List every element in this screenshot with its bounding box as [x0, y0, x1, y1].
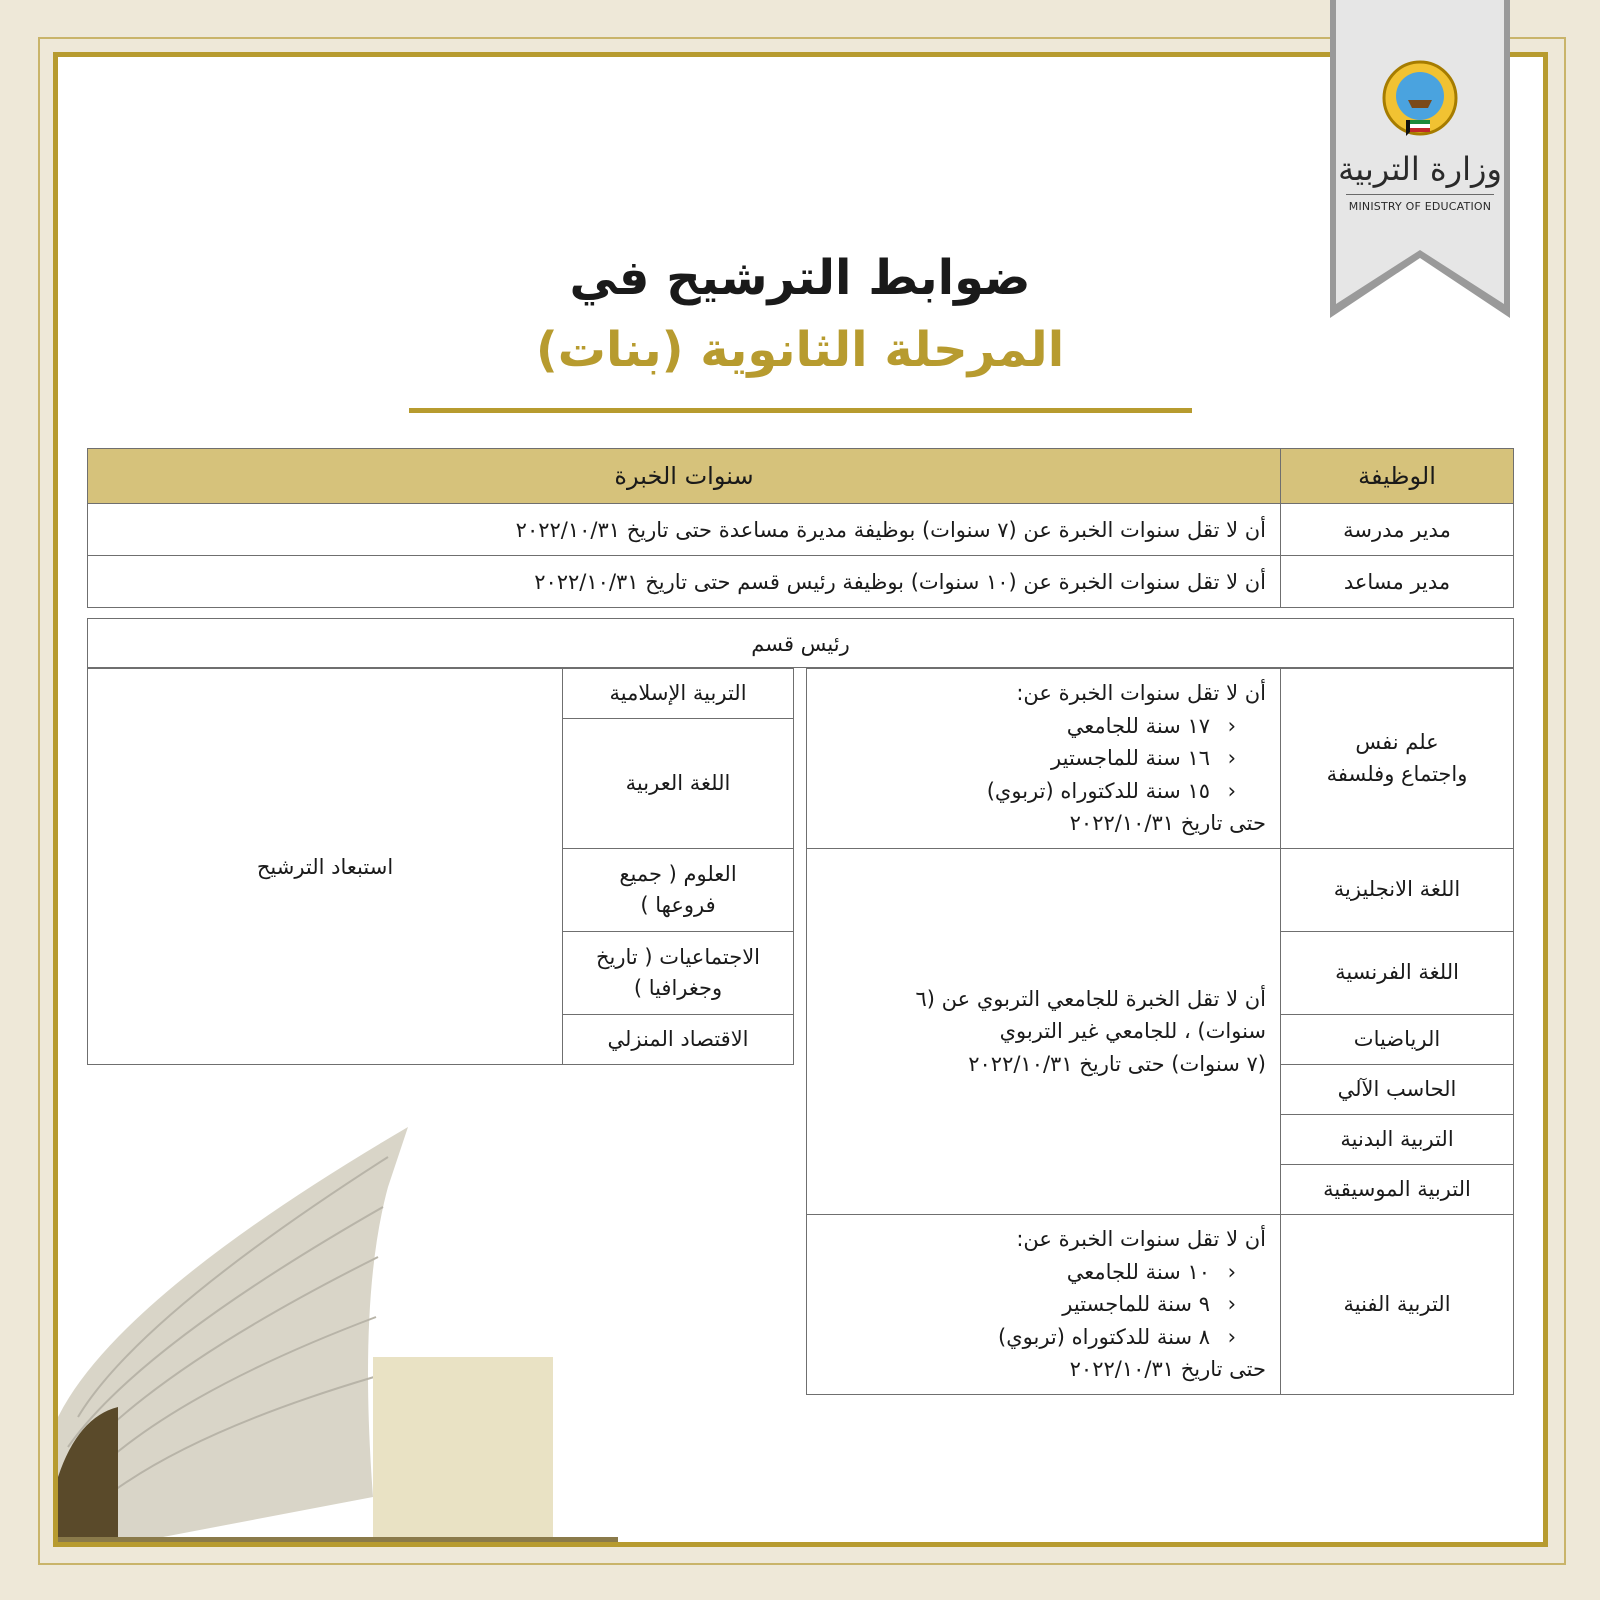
chevron-left-icon: ‹ — [1227, 1324, 1236, 1349]
item-text: ١٧ سنة للجامعي — [1066, 713, 1210, 738]
subject-line: العلوم ( جميع — [619, 861, 737, 886]
page-subtitle: المرحلة الثانوية (بنات) — [535, 322, 1065, 378]
experience-cell: أن لا تقل سنوات الخبرة عن (١٠ سنوات) بوظيفة رئيس قسم حتى تاريخ ٢٠٢٢/١٠/٣١ — [88, 556, 1281, 608]
subject-line: الاقتصاد المنزلي — [607, 1026, 749, 1051]
subject-line: التربية الإسلامية — [609, 680, 747, 705]
list-item — [808, 775, 1266, 808]
subject-cell — [563, 719, 794, 849]
subject-cell: التربية البدنية — [1281, 1115, 1514, 1165]
list-item — [808, 742, 1266, 775]
subject-cell: التربية الموسيقية — [1281, 1165, 1514, 1215]
subject-cell — [563, 932, 794, 1015]
header-experience: سنوات الخبرة — [88, 449, 1281, 504]
ministry-name-english: MINISTRY OF EDUCATION — [1348, 200, 1492, 213]
exclusion-cell: استبعاد الترشيح — [88, 669, 563, 1065]
logo-divider — [1346, 194, 1494, 195]
subject-cell — [563, 849, 794, 932]
experience-cell: أن لا تقل سنوات الخبرة عن (٧ سنوات) بوظيفة مديرة مساعدة حتى تاريخ ٢٠٢٢/١٠/٣١ — [88, 504, 1281, 556]
subject-cell — [563, 1015, 794, 1065]
item-text: ١٦ سنة للماجستير — [1051, 746, 1210, 771]
subject-cell: التربية الفنية — [1281, 1215, 1514, 1395]
subject-line: فروعها ) — [640, 893, 716, 917]
item-text: ١٠ سنة للجامعي — [1066, 1259, 1210, 1284]
condition-intro: أن لا تقل سنوات الخبرة عن: — [1016, 1227, 1266, 1252]
subject-line: الاجتماعيات ( تاريخ — [595, 944, 761, 969]
condition-date: حتى تاريخ ٢٠٢٢/١٠/٣١ — [1069, 1357, 1266, 1382]
list-item — [808, 1321, 1266, 1354]
chevron-left-icon: ‹ — [1227, 1259, 1236, 1284]
header-job: الوظيفة — [1281, 449, 1514, 504]
chevron-left-icon: ‹ — [1227, 746, 1236, 771]
excluded-subjects-table — [87, 668, 794, 1065]
list-item — [808, 1256, 1266, 1289]
condition-line: أن لا تقل الخبرة للجامعي التربوي عن (٦ — [915, 986, 1266, 1011]
subject-cell — [563, 669, 794, 719]
condition-date: حتى تاريخ ٢٠٢٢/١٠/٣١ — [1069, 811, 1266, 836]
table-row — [807, 1215, 1514, 1395]
table-row — [88, 669, 794, 719]
subject-line: علم نفس — [1355, 730, 1439, 754]
item-text: ٩ سنة للماجستير — [1062, 1292, 1210, 1317]
chevron-left-icon: ‹ — [1227, 778, 1236, 803]
subject-cell: اللغة الفرنسية — [1281, 932, 1514, 1015]
table-header-row — [88, 449, 1514, 504]
list-item — [808, 1288, 1266, 1321]
table-row — [88, 556, 1514, 608]
condition-cell — [807, 1215, 1281, 1395]
list-item — [808, 710, 1266, 743]
leadership-table — [87, 448, 1514, 608]
table-row — [807, 669, 1514, 849]
subject-cell: الرياضيات — [1281, 1015, 1514, 1065]
subject-line: واجتماع وفلسفة — [1326, 761, 1468, 786]
eligible-subjects-table — [806, 668, 1514, 1395]
item-text: ٨ سنة للدكتوراه (تربوي) — [998, 1324, 1210, 1349]
subject-line: وجغرافيا ) — [633, 976, 723, 1000]
subject-cell: اللغة الانجليزية — [1281, 849, 1514, 932]
condition-line: (٧ سنوات) حتى تاريخ ٢٠٢٢/١٠/٣١ — [968, 1051, 1266, 1076]
section-header: رئيس قسم — [87, 618, 1514, 668]
job-cell: مدير مساعد — [1281, 556, 1514, 608]
condition-cell — [807, 669, 1281, 849]
condition-intro: أن لا تقل سنوات الخبرة عن: — [1016, 681, 1266, 706]
item-text: ١٥ سنة للدكتوراه (تربوي) — [986, 778, 1210, 803]
chevron-left-icon: ‹ — [1227, 1292, 1236, 1317]
chevron-left-icon: ‹ — [1227, 713, 1236, 738]
table-row — [807, 849, 1514, 932]
building-illustration — [58, 1117, 618, 1547]
subject-cell: الحاسب الآلي — [1281, 1065, 1514, 1115]
condition-line: سنوات) ، للجامعي غير التربوي — [999, 1019, 1266, 1044]
title-underline — [409, 408, 1192, 413]
subject-line: اللغة العربية — [625, 770, 731, 795]
subject-cell — [1281, 669, 1514, 849]
ministry-name-arabic: وزارة التربية — [1338, 150, 1502, 188]
page-title: ضوابط الترشيح في — [569, 250, 1031, 306]
table-row — [88, 504, 1514, 556]
condition-cell — [807, 849, 1281, 1215]
job-cell: مدير مدرسة — [1281, 504, 1514, 556]
